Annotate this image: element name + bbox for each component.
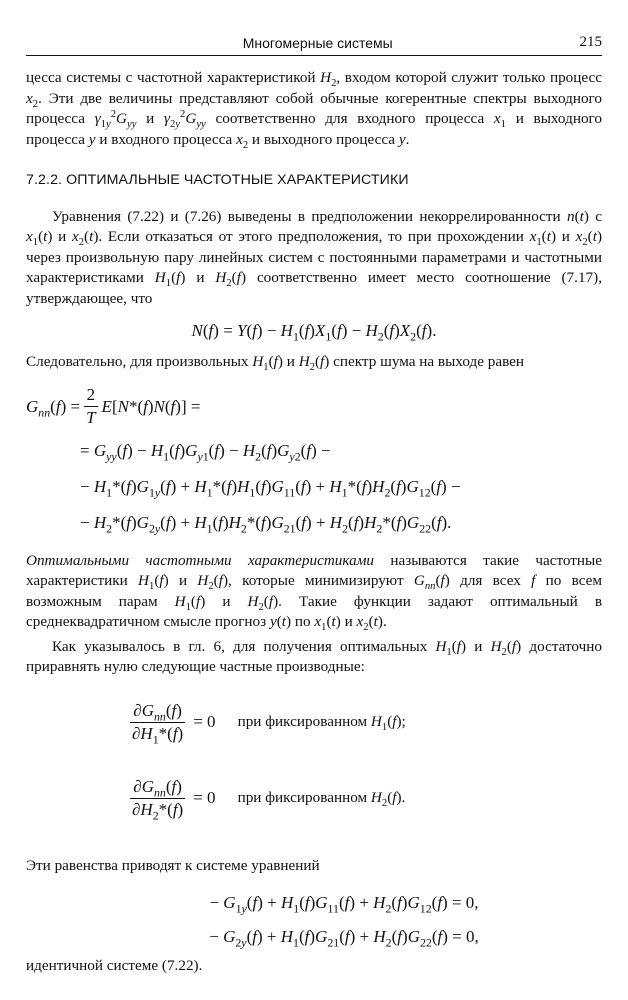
section-heading: 7.2.2. ОПТИМАЛЬНЫЕ ЧАСТОТНЫЕ ХАРАКТЕРИСТИКИ xyxy=(26,172,409,188)
running-header xyxy=(26,26,602,56)
page-body xyxy=(26,68,602,977)
equation-derivative-1: $\frac{\partial G_{nn}(f)}{\partial H_1*(f)}$ = 0 при фиксированном $H_1(f)$; xyxy=(132,701,406,747)
running-title: Многомерные системы xyxy=(242,35,393,51)
paragraph-conclusion: идентичной системе (7.22). xyxy=(26,957,203,974)
defined-term: Оптимальными частотными характеристиками xyxy=(26,551,374,569)
paragraph-system-intro: Эти равенства приводят к системе уравнений xyxy=(26,856,320,874)
equation-noise: $N(f) = Y(f) - H_1(f)X_1(f) - H_2(f)X_2(f)$. xyxy=(191,321,437,344)
paragraph-noise-spectrum: Следовательно, для произвольных $H_1(f)$ и $H_2(f)$ спектр шума на выходе равен xyxy=(26,353,525,374)
equation-derivative-2: $\frac{\partial G_{nn}(f)}{\partial H_2*(f)}$ = 0 при фиксированном $H_2(f)$. xyxy=(132,777,406,823)
paragraph-continuation: цесса системы с частотной характеристикой $H_2$, входом которой служит только процесс $x_2$. Эти две величины представляют собой обычные когерентные спектры выходного процесса $\gamma_{1y}^2G_{yy}$ и $\gamma_{2y}^2G_{yy}$ соответственно для входного процесса $x_1$ и выходного процесса y и входного процесса $x_2$ и выходного процесса y. xyxy=(26,69,602,151)
equation-gnn: $G_{nn}(f)$ = $\frac{2}{T}$ E[N*(f)N(f)] = = $G_{yy}(f) - H_1(f)G_{y1}(f) - H_2(f)G_{y2}(f)$ − − $H_1*(f)G_{1y}(f) + H_1*(f)H_1(f)G_{11}(f) + H_1*(f)H_2(f)G_{12}(f)$ − − $H_2*(f)G_{2y}(f) + H_1(f)H_2*(f)G_{21}(f) + H_2(f)H_2*(f)G_{22}(f)$. xyxy=(26,385,461,535)
paragraph-assumption: Уравнения (7.22) и (7.26) выведены в предположении некоррелированности n(t) с $x_1(t)$ и $x_2(t)$. Если отказаться от этого предположения, то при прохождении $x_1(t)$ и $x_2(t)$ через произвольную пару линейных систем с постоянными параметрами и частотными характеристиками $H_1(f)$ и $H_2(f)$ соответственно имеет место соотношение (7.17), утверждающее, что xyxy=(26,207,602,307)
equation-system: − $G_{1y}(f) + H_1(f)G_{11}(f) + H_2(f)G_{12}(f) = 0$, − $G_{2y}(f) + H_1(f)G_{21}(f) + H_2(f)G_{22}(f) = 0$, xyxy=(209,893,479,950)
paragraph-derivatives: Как указывалось в гл. 6, для получения оптимальных $H_1(f)$ и $H_2(f)$ достаточно приравнять нулю следующие частные производные: xyxy=(26,637,602,675)
page-number: 215 xyxy=(579,34,602,50)
paragraph-optimal-definition: Оптимальными частотными характеристиками называются такие частотные характеристики $H_1(f)$ и $H_2(f)$, которые минимизируют $G_{nn}(f)$ для всех f по всем возможным парам $H_1(f)$ и $H_2(f)$. Такие функции задают оптимальный в среднеквадратичном смысле прогноз y(t) по $x_1(t)$ и $x_2(t)$. xyxy=(26,551,602,634)
